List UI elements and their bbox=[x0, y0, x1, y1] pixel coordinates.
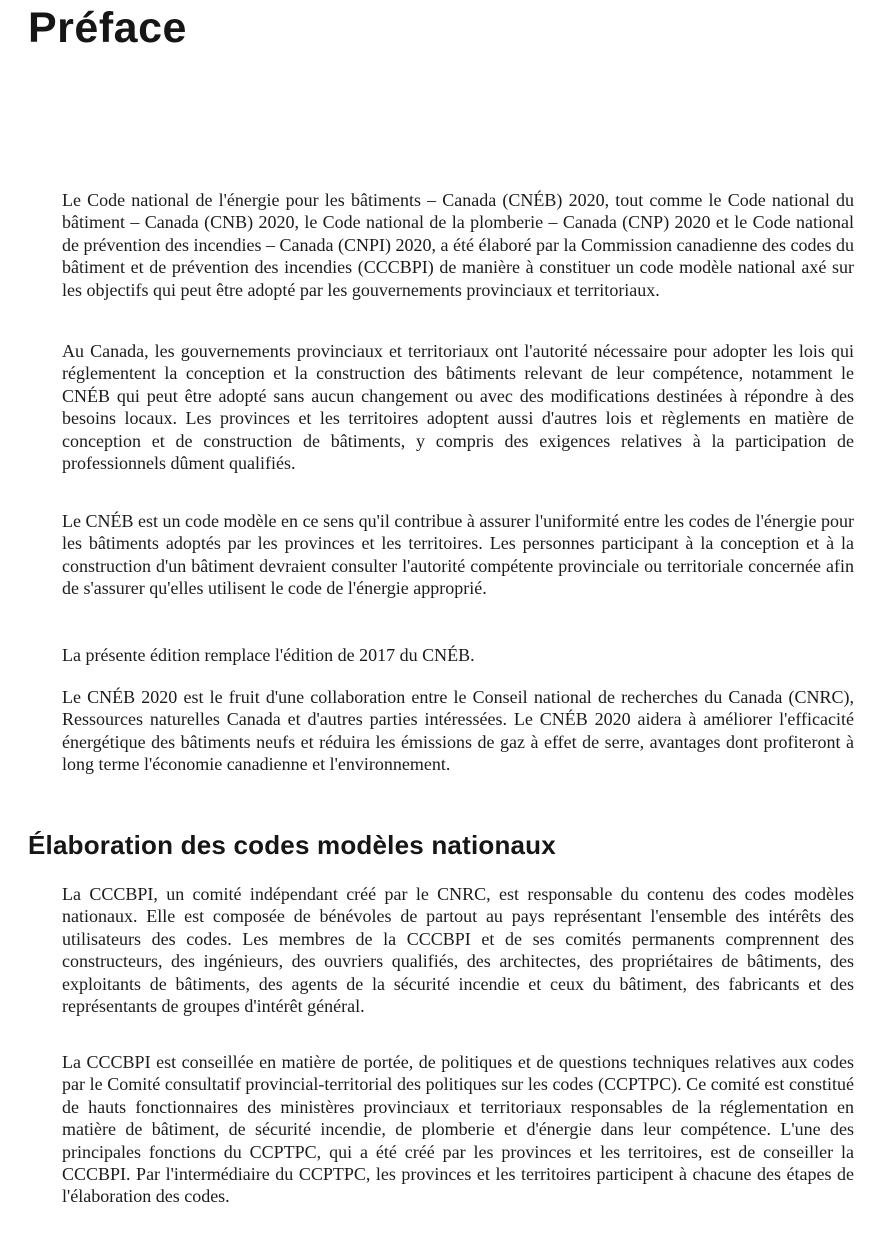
section-heading: Élaboration des codes modèles nationaux bbox=[28, 830, 556, 860]
section-paragraph-2: La CCCBPI est conseillée en matière de portée, de politiques et de questions techniques relatives aux codes par le Comité consultatif provincial-territorial des politiques sur les codes (CCPTPC). Ce comité est constitué de hauts fonctionnaires des ministères provinciaux et territoriaux responsables de la réglementation en matière de bâtiment, de sécurité incendie, de plomberie et d'énergie dans leur compétence. L'une des principales fonctions du CCPTPC, qui a été créé par les provinces et les territoires, est de conseiller la CCCBPI. Par l'intermédiaire du CCPTPC, les provinces et les territoires participent à chacune des étapes de l'élaboration des codes. bbox=[62, 1052, 854, 1207]
intro-paragraph-4: La présente édition remplace l'édition de 2017 du CNÉB. bbox=[62, 645, 475, 665]
section-paragraph-1: La CCCBPI, un comité indépendant créé par le CNRC, est responsable du contenu des codes modèles nationaux. Elle est composée de bénévoles de partout au pays représentant l'ensemble des intérêts des utilisateurs des codes. Les membres de la CCCBPI et de ses comités permanents comprennent des constructeurs, des ingénieurs, des ouvriers qualifiés, des architectes, des propriétaires de bâtiments, des exploitants de bâtiments, des agents de la sécurité incendie et ceux du bâtiment, des fabricants et des représentants de groupes d'intérêt général. bbox=[62, 884, 854, 1017]
intro-paragraph-5: Le CNÉB 2020 est le fruit d'une collaboration entre le Conseil national de recherches du Canada (CNRC), Ressources naturelles Canada et d'autres parties intéressées. Le CNÉB 2020 aidera à améliorer l'efficacité énergétique des bâtiments neufs et réduira les émissions de gaz à effet de serre, avantages dont profiteront à long terme l'économie canadienne et l'environnement. bbox=[62, 687, 854, 775]
intro-paragraph-3: Le CNÉB est un code modèle en ce sens qu'il contribue à assurer l'uniformité entre les codes de l'énergie pour les bâtiments adoptés par les provinces et les territoires. Les personnes participant à la conception et à la construction d'un bâtiment devraient consulter l'autorité compétente provinciale ou territoriale concernée afin de s'assurer qu'elles utilisent le code de l'énergie approprié. bbox=[62, 511, 854, 599]
page-title: Préface bbox=[28, 4, 187, 52]
intro-paragraph-1: Le Code national de l'énergie pour les bâtiments – Canada (CNÉB) 2020, tout comme le Code national du bâtiment – Canada (CNB) 2020, le Code national de la plomberie – Canada (CNP) 2020 et le Code national de prévention des incendies – Canada (CNPI) 2020, a été élaboré par la Commission canadienne des codes du bâtiment et de prévention des incendies (CCCBPI) de manière à constituer un code modèle national axé sur les objectifs qui peut être adopté par les gouvernements provinciaux et territoriaux. bbox=[62, 190, 854, 300]
intro-paragraph-2: Au Canada, les gouvernements provinciaux et territoriaux ont l'autorité nécessaire pour adopter les lois qui réglementent la conception et la construction des bâtiments relevant de leur compétence, notamment le CNÉB qui peut être adopté sans aucun changement ou avec des modifications destinées à répondre à des besoins locaux. Les provinces et les territoires adoptent aussi d'autres lois et règlements en matière de conception et de construction de bâtiments, y compris des exigences relatives à la participation de professionnels dûment qualifiés. bbox=[62, 341, 854, 474]
